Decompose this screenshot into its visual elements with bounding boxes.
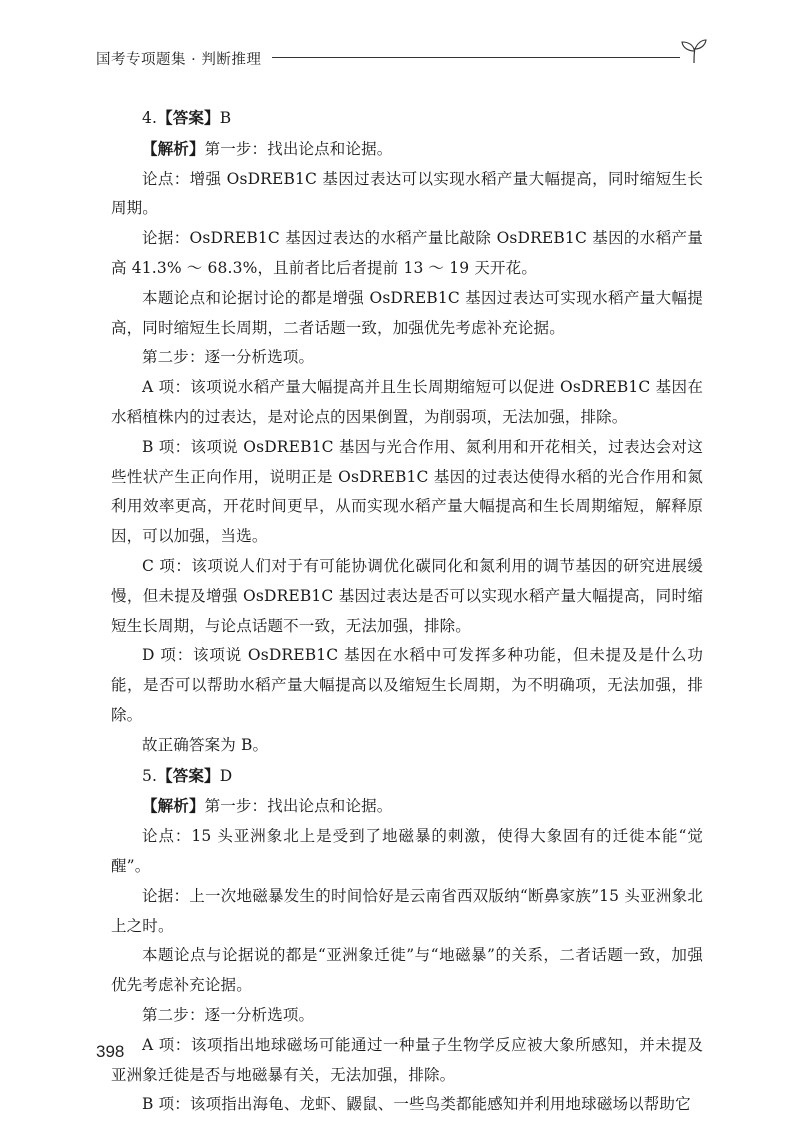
q4-summary: 本题论点和论据讨论的都是增强 OsDREB1C 基因过表达可实现水稻产量大幅提高，同时缩短生长周期，二者话题一致，加强优先考虑补充论据。 [111,288,703,337]
q4-answer: B [219,109,232,127]
q4-step1: 第一步：找出论点和论据。 [204,139,393,158]
sprout-leaf-icon [680,38,708,64]
q4-option-b: B 项：该项说 OsDREB1C 基因与光合作用、氮利用和开花相关，过表达会对这些性状产生正向作用，说明正是 OsDREB1C 基因的过表达使得水稻的光合作用和氮利用效率更高，开花时间更早，从而实现水稻产量大幅提高和生长周期缩短，解释原因，可以加强，当选。 [111,437,703,546]
q5-answer: D [219,766,233,785]
q4-conclusion: 故正确答案为 B。 [142,735,269,754]
q5-step1: 第一步：找出论点和论据。 [204,797,393,816]
q4-answer-tag: 【答案】 [157,108,220,127]
q4-answer-line [111,103,703,134]
answer-explanations [111,103,703,1120]
q4-option-a: A 项：该项说水稻产量大幅提高并且生长周期缩短可以促进 OsDREB1C 基因在水稻植株内的过表达，是对论点的因果倒置，为削弱项，无法加强，排除。 [111,378,703,426]
q4-number: 4. [142,109,158,127]
q4-option-c: C 项：该项说人们对于有可能协调优化碳同化和氮利用的调节基因的研究进展缓慢，但未提及增强 OsDREB1C 基因过表达是否可以实现水稻产量大幅提高，同时缩短生长周期，与论点话题不一致，无法加强，排除。 [111,556,703,635]
q4-step2: 第二步：逐一分析选项。 [142,348,315,367]
q5-evidence: 论据：上一次地磁暴发生的时间恰好是云南省西双版纳“断鼻家族”15 头亚洲象北上之时。 [111,886,703,935]
q5-answer-line [111,761,703,792]
page-number: 398 [96,1042,125,1061]
q4-analysis-tag: 【解析】 [142,138,205,158]
q5-argument: 论点：15 头亚洲象北上是受到了地磁暴的刺激，使得大象固有的迁徙本能“觉醒”。 [111,827,703,875]
header-rule [272,57,680,58]
q5-number: 5. [142,766,158,785]
q5-analysis-tag: 【解析】 [142,796,205,816]
q5-step2: 第二步：逐一分析选项。 [142,1005,315,1024]
q4-analysis-line [111,134,703,165]
q4-option-d: D 项：该项说 OsDREB1C 基因在水稻中可发挥多种功能，但未提及是什么功能，是否可以帮助水稻产量大幅提高以及缩短生长周期，为不明确项，无法加强，排除。 [111,646,703,724]
header-title: 国考专项题集 · 判断推理 [96,52,262,68]
q5-summary: 本题论点与论据说的都是“亚洲象迁徙”与“地磁暴”的关系，二者话题一致，加强优先考虑补充论据。 [111,946,703,995]
q5-option-b: B 项：该项指出海龟、龙虾、鼹鼠、一些鸟类都能感知并利用地球磁场以帮助它 [142,1095,691,1114]
running-header [96,44,708,74]
q4-argument: 论点：增强 OsDREB1C 基因过表达可以实现水稻产量大幅提高，同时缩短生长周期。 [111,169,703,218]
q5-option-a: A 项：该项指出地球磁场可能通过一种量子生物学反应被大象所感知，并未提及亚洲象迁徙是否与地磁暴有关，无法加强，排除。 [111,1035,703,1084]
q5-analysis-line [111,791,703,822]
q5-answer-tag: 【答案】 [157,765,220,785]
q4-evidence: 论据：OsDREB1C 基因过表达的水稻产量比敲除 OsDREB1C 基因的水稻产量高 41.3% ～ 68.3%，且前者比后者提前 13 ～ 19 天开花。 [111,229,703,277]
